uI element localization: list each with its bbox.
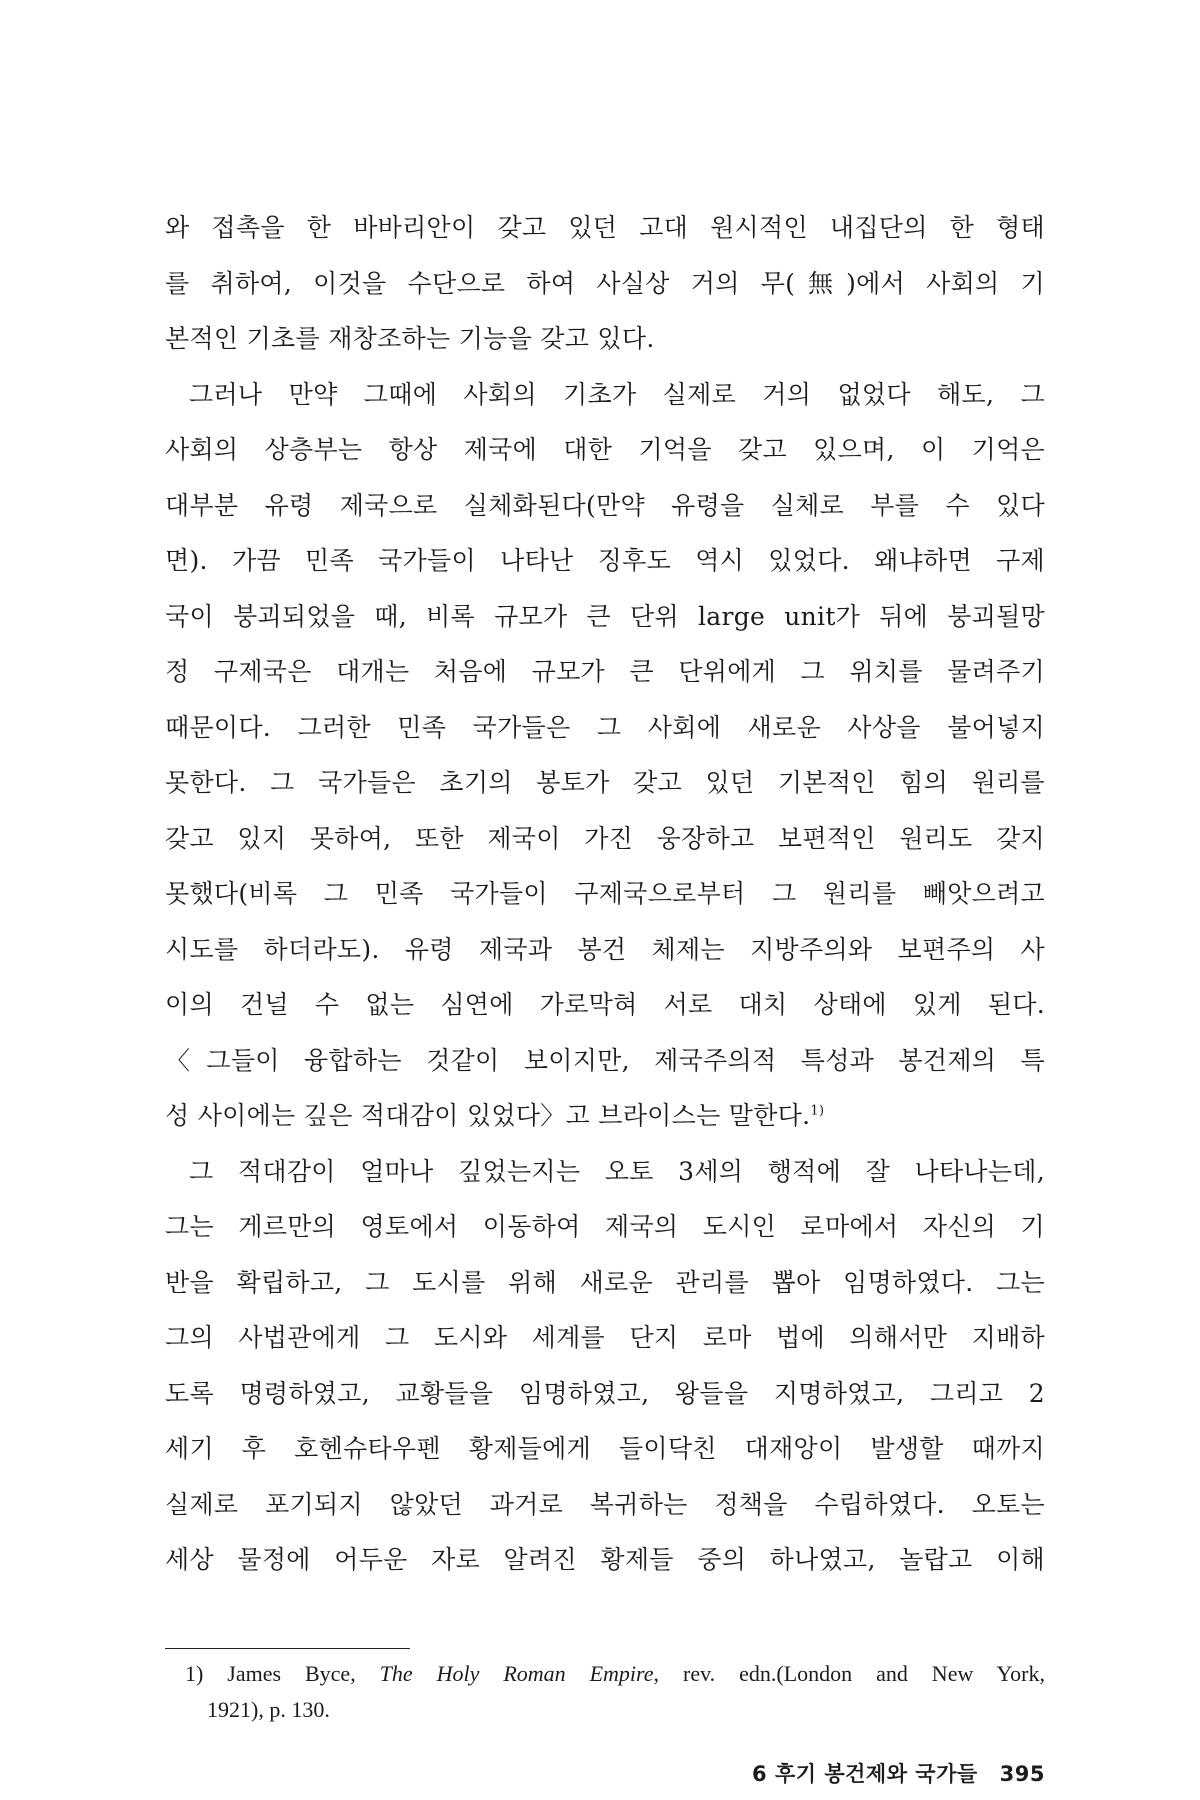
text-line: 세기 후 호헨슈타우펜 황제들에게 들이닥친 대재앙이 발생할 때까지 bbox=[165, 1434, 1045, 1463]
text-line: 정 구제국은 대개는 처음에 규모가 큰 단위에게 그 위치를 물려주기 bbox=[165, 657, 1045, 686]
text-line: 세상 물정에 어두운 자로 알려진 황제들 중의 하나였고, 놀랍고 이해 bbox=[165, 1545, 1045, 1574]
text-line: 반을 확립하고, 그 도시를 위해 새로운 관리를 뽑아 임명하였다. 그는 bbox=[165, 1267, 1045, 1297]
footnote-details: , rev. edn.(London and New York, bbox=[653, 1661, 1045, 1686]
text-line: 못했다(비록 그 민족 국가들이 구제국으로부터 그 원리를 빼앗으려고 bbox=[165, 879, 1045, 908]
footnote-reference[interactable]: 1) bbox=[810, 1103, 825, 1119]
text-line: 사회의 상층부는 항상 제국에 대한 기억을 갖고 있으며, 이 기억은 bbox=[165, 435, 1045, 464]
text-line: 도록 명령하였고, 교황들을 임명하였고, 왕들을 지명하였고, 그리고 2 bbox=[165, 1378, 1045, 1408]
text-line: 본적인 기초를 재창조하는 기능을 갖고 있다. bbox=[165, 324, 655, 353]
text-line: 대부분 유령 제국으로 실체화된다(만약 유령을 실체로 부를 수 있다 bbox=[165, 490, 1045, 520]
footnote-author: James Byce, bbox=[227, 1661, 356, 1686]
text-line: 와 접촉을 한 바바리안이 갖고 있던 고대 원시적인 내집단의 한 형태 bbox=[165, 213, 1045, 242]
text-line-with-footnote bbox=[165, 1088, 1045, 1144]
chapter-title: 6 후기 봉건제와 국가들 bbox=[752, 1762, 978, 1786]
text-line: 그러나 만약 그때에 사회의 기초가 실제로 거의 없었다 해도, 그 bbox=[189, 379, 1045, 409]
text-line: 〈그들이 융합하는 것같이 보이지만, 제국주의적 특성과 봉건제의 특 bbox=[165, 1045, 1045, 1075]
running-footer bbox=[752, 1758, 1045, 1788]
footnote-title: The Holy Roman Empire bbox=[379, 1661, 654, 1686]
text-line: 못한다. 그 국가들은 초기의 봉토가 갖고 있던 기본적인 힘의 원리를 bbox=[165, 768, 1045, 797]
footnote-divider bbox=[165, 1648, 410, 1649]
text-line: 그는 게르만의 영토에서 이동하여 제국의 도시인 로마에서 자신의 기 bbox=[165, 1212, 1045, 1241]
footnote-marker: 1) bbox=[185, 1661, 204, 1686]
text-line: 시도를 하더라도). 유령 제국과 봉건 체제는 지방주의와 보편주의 사 bbox=[165, 934, 1045, 964]
text-line: 이의 건널 수 없는 심연에 가로막혀 서로 대치 상태에 있게 된다. bbox=[165, 990, 1045, 1019]
text-line: 그의 사법관에게 그 도시와 세계를 단지 로마 법에 의해서만 지배하 bbox=[165, 1323, 1045, 1352]
text-line: 를 취하여, 이것을 수단으로 하여 사실상 거의 무(無)에서 사회의 기 bbox=[165, 268, 1045, 298]
text-line: 때문이다. 그러한 민족 국가들은 그 사회에 새로운 사상을 불어넣지 bbox=[165, 712, 1045, 742]
footnote bbox=[185, 1656, 1045, 1728]
text-line: 실제로 포기되지 않았던 과거로 복귀하는 정책을 수립하였다. 오토는 bbox=[165, 1489, 1045, 1519]
text-line: 면). 가끔 민족 국가들이 나타난 징후도 역시 있었다. 왜냐하면 구제 bbox=[165, 546, 1045, 575]
footnote-line: 1921), p. 130. bbox=[207, 1697, 330, 1722]
text-line: 그 적대감이 얼마나 깊었는지는 오토 3세의 행적에 잘 나타나는데, bbox=[189, 1156, 1045, 1186]
text-line-content: 성 사이에는 깊은 적대감이 있었다〉고 브라이스는 말한다. bbox=[165, 1101, 811, 1130]
main-text bbox=[165, 200, 1045, 1588]
text-line: 갖고 있지 못하여, 또한 제국이 가진 웅장하고 보편적인 원리도 갖지 bbox=[165, 823, 1045, 853]
footnote-line bbox=[185, 1656, 1045, 1692]
text-line: 국이 붕괴되었을 때, 비록 규모가 큰 단위 large unit가 뒤에 붕괴될망 bbox=[165, 601, 1045, 631]
page-number: 395 bbox=[999, 1762, 1045, 1786]
